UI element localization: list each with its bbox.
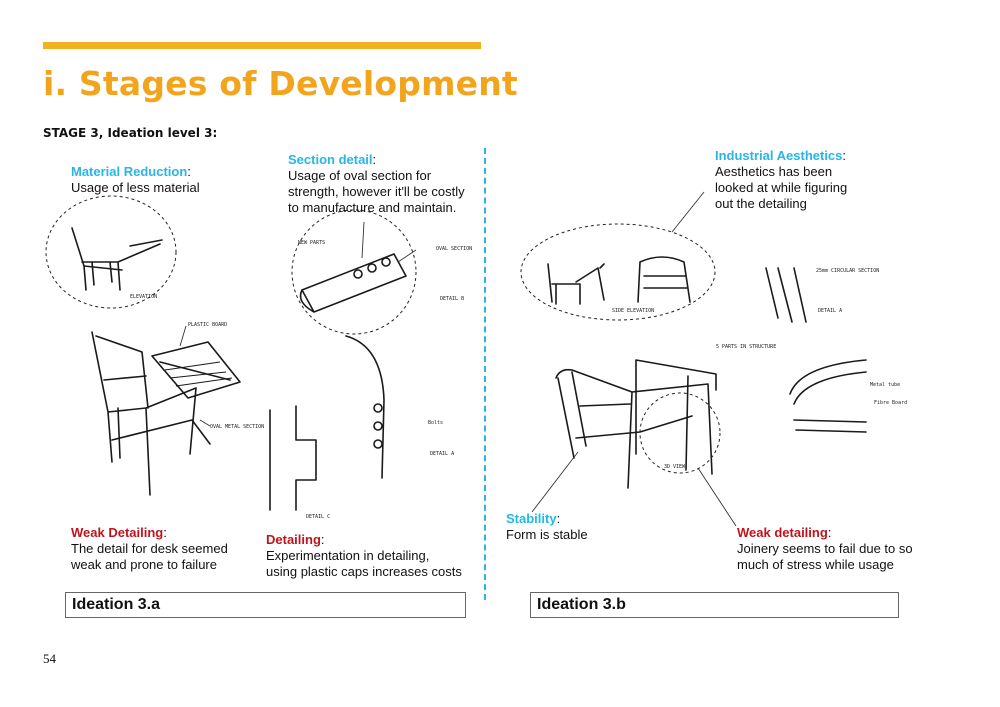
note-body: The detail for desk seemed	[71, 541, 228, 556]
note-detailing: Detailing: Experimentation in detailing, using plastic caps increases costs	[266, 532, 462, 579]
svg-text:Bolts: Bolts	[428, 420, 444, 426]
svg-text:Metal tube: Metal tube	[870, 382, 901, 388]
note-heading: Detailing	[266, 532, 321, 547]
note-body: looked at while figuring	[715, 180, 848, 195]
svg-text:3D VIEW: 3D VIEW	[664, 464, 686, 470]
svg-text:DETAIL A: DETAIL A	[818, 308, 843, 314]
note-section-detail: Section detail: Usage of oval section for strength, however it'll be costly to manufacture and maintain.	[288, 152, 465, 215]
note-stability: Stability: Form is stable	[506, 511, 588, 542]
page-number: 54	[43, 651, 56, 666]
note-weak-detailing-a: Weak Detailing: The detail for desk seemed weak and prone to failure	[71, 525, 228, 572]
note-body: to manufacture and maintain.	[288, 200, 457, 215]
note-heading: Stability	[506, 511, 557, 526]
svg-text:DETAIL C: DETAIL C	[306, 514, 331, 520]
svg-text:ELEVATION: ELEVATION	[130, 294, 158, 300]
svg-text:25mm CIRCULAR SECTION: 25mm CIRCULAR SECTION	[816, 268, 880, 274]
note-body: weak and prone to failure	[71, 557, 217, 572]
note-body: Form is stable	[506, 527, 588, 542]
note-body: Aesthetics has been	[715, 164, 833, 179]
elevation-sketch-a	[46, 196, 176, 308]
note-heading: Weak detailing	[737, 525, 828, 540]
svg-text:DETAIL B: DETAIL B	[440, 296, 465, 302]
ideation-label-b: Ideation 3.b	[530, 592, 899, 618]
section-detail-sketch	[270, 210, 472, 520]
note-body: Experimentation in detailing,	[266, 548, 430, 563]
svg-text:SIDE ELEVATION: SIDE ELEVATION	[612, 308, 655, 314]
note-heading: Material Reduction	[71, 164, 188, 179]
note-body: using plastic caps increases costs	[266, 564, 462, 579]
note-material-reduction: Material Reduction: Usage of less material	[71, 164, 200, 195]
note-body: Joinery seems to fail due to so	[737, 541, 913, 556]
note-heading: Weak Detailing	[71, 525, 164, 540]
svg-text:NEW PARTS: NEW PARTS	[298, 240, 326, 246]
note-heading: Section detail	[288, 152, 373, 167]
note-body: Usage of less material	[71, 180, 200, 195]
svg-text:OVAL METAL SECTION: OVAL METAL SECTION	[210, 424, 265, 430]
section-divider	[484, 148, 486, 600]
note-body: much of stress while usage	[737, 557, 894, 572]
page-title: i. Stages of Development	[43, 64, 518, 103]
stage-heading: STAGE 3, Ideation level 3:	[43, 126, 218, 140]
note-body: out the detailing	[715, 196, 807, 211]
ideation-label-a: Ideation 3.a	[65, 592, 466, 618]
side-elevation-sketch	[521, 224, 879, 322]
svg-text:PLASTIC BOARD: PLASTIC BOARD	[188, 322, 228, 328]
svg-text:DETAIL A: DETAIL A	[430, 451, 455, 457]
chair-sketch-a	[92, 322, 264, 495]
chair-sketch-b	[556, 344, 907, 488]
svg-text:5 PARTS IN STRUCTURE: 5 PARTS IN STRUCTURE	[716, 344, 777, 350]
note-heading: Industrial Aesthetics	[715, 148, 843, 163]
note-industrial-aesthetics: Industrial Aesthetics: Aesthetics has been looked at while figuring out the detailing	[715, 148, 848, 211]
svg-text:OVAL SECTION: OVAL SECTION	[436, 246, 473, 252]
svg-text:Fibre Board: Fibre Board	[874, 400, 908, 406]
note-weak-detailing-b: Weak detailing: Joinery seems to fail due to so much of stress while usage	[737, 525, 913, 572]
note-body: Usage of oval section for	[288, 168, 432, 183]
note-body: strength, however it'll be costly	[288, 184, 465, 199]
